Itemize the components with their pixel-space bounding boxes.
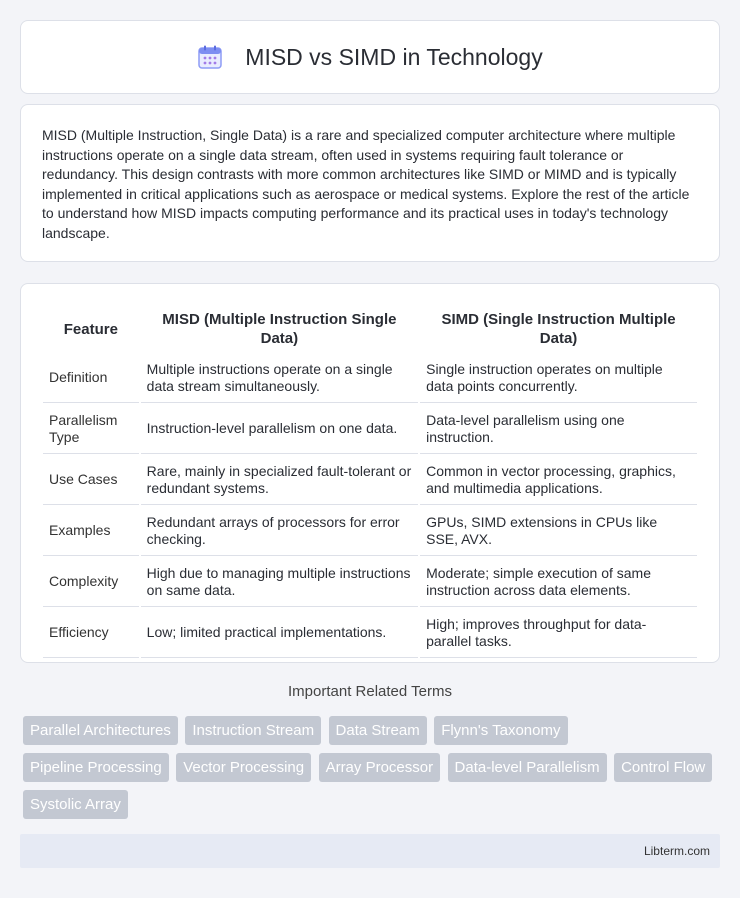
term-tag[interactable]: Pipeline Processing <box>23 753 169 782</box>
row-simd: GPUs, SIMD extensions in CPUs like SSE, AVX. <box>420 507 697 556</box>
related-terms-list <box>23 716 723 827</box>
term-tag[interactable]: Systolic Array <box>23 790 128 819</box>
table-row <box>43 558 697 607</box>
term-tag[interactable]: Instruction Stream <box>185 716 321 745</box>
term-tag[interactable]: Data-level Parallelism <box>448 753 607 782</box>
term-tag[interactable]: Parallel Architectures <box>23 716 178 745</box>
row-misd: Rare, mainly in specialized fault-tolerant or redundant systems. <box>141 456 418 505</box>
row-simd: Data-level parallelism using one instruction. <box>420 405 697 454</box>
table-row <box>43 456 697 505</box>
intro-card <box>20 104 720 262</box>
related-terms-title: Important Related Terms <box>288 683 452 700</box>
row-feature: Efficiency <box>43 609 139 658</box>
table-row <box>43 507 697 556</box>
row-simd: Moderate; simple execution of same instruction across data elements. <box>420 558 697 607</box>
footer-site-link[interactable]: Libterm.com <box>643 844 710 858</box>
row-misd: High due to managing multiple instructions on same data. <box>141 558 418 607</box>
term-tag[interactable]: Flynn's Taxonomy <box>434 716 567 745</box>
row-simd: Common in vector processing, graphics, and multimedia applications. <box>420 456 697 505</box>
row-feature: Examples <box>43 507 139 556</box>
row-simd: High; improves throughput for data-parallel tasks. <box>420 609 697 658</box>
table-row <box>43 609 697 658</box>
row-misd: Instruction-level parallelism on one data. <box>141 405 418 454</box>
row-misd: Multiple instructions operate on a single data stream simultaneously. <box>141 354 418 403</box>
comparison-table <box>41 304 699 660</box>
row-misd: Redundant arrays of processors for error checking. <box>141 507 418 556</box>
header-simd: SIMD (Single Instruction Multiple Data) <box>441 311 676 347</box>
table-row <box>43 354 697 403</box>
row-feature: Definition <box>43 354 139 403</box>
table-row <box>43 405 697 454</box>
row-feature: Use Cases <box>43 456 139 505</box>
calendar-icon <box>197 44 223 70</box>
row-feature: Parallelism Type <box>43 405 139 454</box>
intro-text: MISD (Multiple Instruction, Single Data) is a rare and specialized computer architecture where multiple instructions operate on a single data stream, often used in systems requiring fault tolerance or redundancy. This design contrasts with more common architectures like SIMD or MIMD and is typically implemented in critical applications such as aerospace or medical systems. Explore the rest of the article to understand how MISD impacts computing performance and its practical uses in today's technology landscape. <box>42 127 690 241</box>
row-simd: Single instruction operates on multiple data points concurrently. <box>420 354 697 403</box>
term-tag[interactable]: Control Flow <box>614 753 712 782</box>
page-title: MISD vs SIMD in Technology <box>245 43 543 70</box>
header-card <box>20 20 720 94</box>
footer <box>20 834 720 868</box>
header-misd: MISD (Multiple Instruction Single Data) <box>162 311 397 347</box>
table-header-row <box>43 306 697 352</box>
term-tag[interactable]: Array Processor <box>319 753 441 782</box>
term-tag[interactable]: Data Stream <box>329 716 427 745</box>
term-tag[interactable]: Vector Processing <box>176 753 311 782</box>
row-misd: Low; limited practical implementations. <box>141 609 418 658</box>
header-feature: Feature <box>63 320 118 338</box>
row-feature: Complexity <box>43 558 139 607</box>
comparison-card <box>20 283 720 663</box>
